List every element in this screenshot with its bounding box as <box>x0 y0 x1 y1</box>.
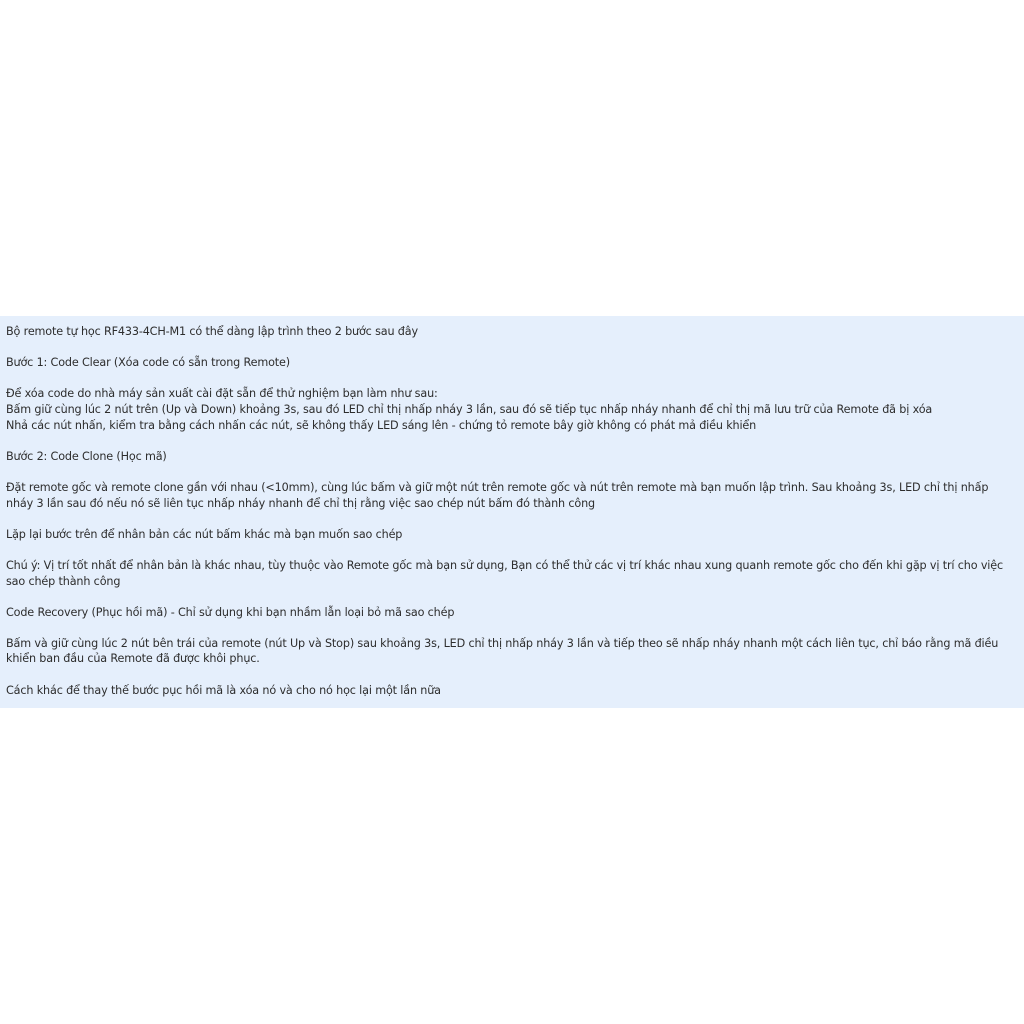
alternative-text: Cách khác để thay thế bước pục hồi mã là xóa nó và cho nó học lại một lần nữa <box>6 683 441 697</box>
step2-body: Đặt remote gốc và remote clone gần với nhau (<10mm), cùng lúc bấm và giữ một nút trên remote gốc và nút trên remote mà bạn muốn lập trình. Sau khoảng 3s, LED chỉ thị nhấp nháy 3 lần sau đó nếu nó sẽ liên tục nhấp nháy nhanh để chỉ thị rằng việc sao chép nút bấm đó thành công <box>6 480 989 510</box>
repeat-text: Lặp lại bước trên để nhân bản các nút bấm khác mà bạn muốn sao chép <box>6 527 403 541</box>
step1-line: Để xóa code do nhà máy sản xuất cài đặt sẵn để thử nghiệm bạn làm như sau: <box>6 387 438 401</box>
step1-body <box>6 386 1018 433</box>
recovery-title: Code Recovery (Phục hồi mã) - Chỉ sử dụng khi bạn nhầm lẫn loại bỏ mã sao chép <box>6 605 455 619</box>
intro-text: Bộ remote tự học RF433-4CH-M1 có thể dàng lập trình theo 2 bước sau đây <box>6 325 418 338</box>
instruction-panel <box>0 316 1024 708</box>
step2-title: Bước 2: Code Clone (Học mã) <box>6 449 167 463</box>
recovery-body: Bấm và giữ cùng lúc 2 nút bên trái của remote (nút Up và Stop) sau khoảng 3s, LED chỉ thị nhấp nháy 3 lần và tiếp theo sẽ nhấp nháy nhanh một cách liên tục, chỉ báo rằng mã điều khiển ban đầu của Remote đã được khôi phục. <box>6 636 999 666</box>
step1-title: Bước 1: Code Clear (Xóa code có sẵn trong Remote) <box>6 356 290 370</box>
note-text: Chú ý: Vị trí tốt nhất để nhân bản là khác nhau, tùy thuộc vào Remote gốc mà bạn sử dụng, Bạn có thể thử các vị trí khác nhau xung quanh remote gốc cho đến khi gặp vị trí cho việc sao chép thành công <box>6 558 1003 588</box>
step1-line: Nhả các nút nhấn, kiểm tra bằng cách nhấn các nút, sẽ không thấy LED sáng lên - chứng tỏ remote bây giờ không có phát mả điều khiển <box>6 418 757 432</box>
step1-line: Bấm giữ cùng lúc 2 nút trên (Up và Down) khoảng 3s, sau đó LED chỉ thị nhấp nháy 3 lần, sau đó sẽ tiếp tục nhấp nháy nhanh để chỉ thị mã lưu trữ của Remote đã bị xóa <box>6 402 933 416</box>
